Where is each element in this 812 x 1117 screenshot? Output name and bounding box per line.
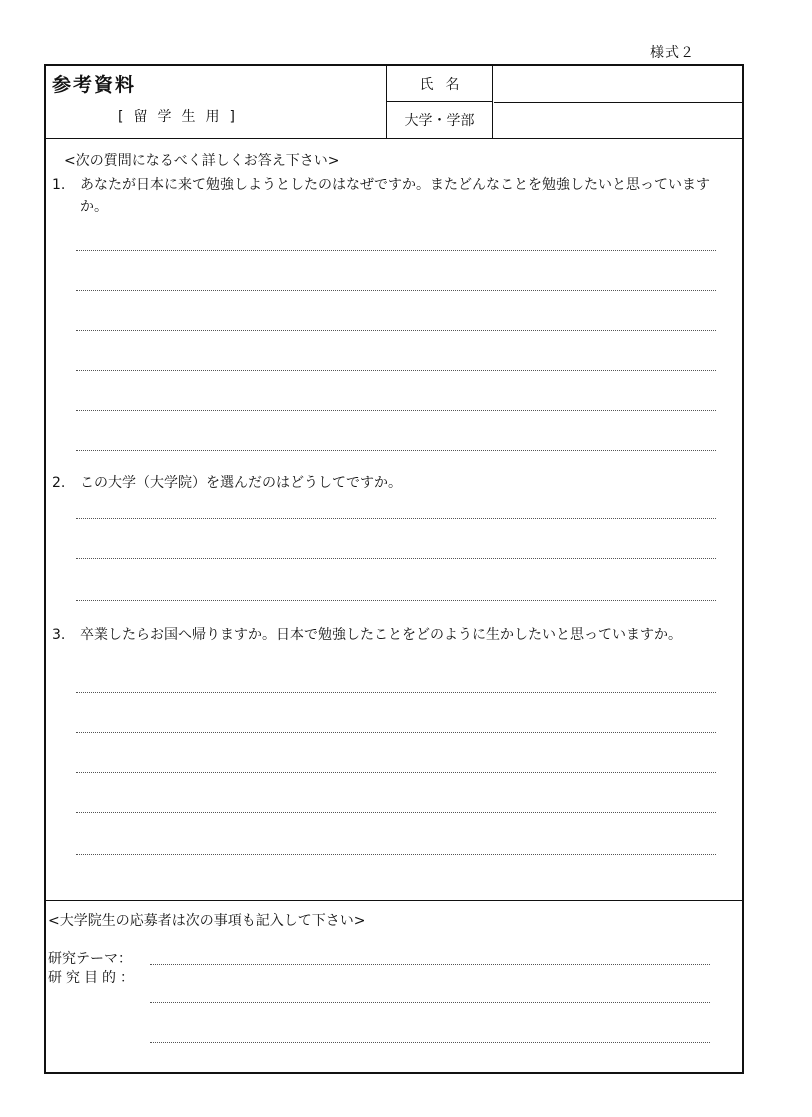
answer-line-2-3[interactable] (76, 600, 716, 601)
form-title: 参考資料 (52, 74, 137, 96)
graduate-instruction: <大学院生の応募者は次の事項も記入して下さい> (48, 913, 366, 929)
form-frame (44, 64, 744, 1074)
research-purpose-line-2[interactable] (150, 1042, 710, 1043)
question-2 (52, 472, 712, 496)
section-divider (46, 900, 742, 901)
question-text: 卒業したらお国へ帰りますか。日本で勉強したことをどのように生かしたいと思っていますか。 (80, 627, 682, 643)
question-number: 3. (52, 627, 66, 643)
research-purpose-label: 研究目的： (48, 970, 138, 986)
research-purpose-line-1[interactable] (150, 1002, 710, 1003)
answer-line-2-2[interactable] (76, 558, 716, 559)
answer-line-2-1[interactable] (76, 518, 716, 519)
question-3 (52, 624, 712, 672)
question-number: 1. (52, 177, 66, 193)
research-theme-label: 研究テーマ： (48, 951, 132, 967)
answer-line-3-2[interactable] (76, 732, 716, 733)
question-1 (52, 174, 712, 222)
form-header (46, 66, 742, 139)
question-text: この大学（大学院）を選んだのはどうしてですか。 (80, 475, 402, 491)
form-subtitle: [留学生用] (118, 109, 245, 125)
answer-line-3-1[interactable] (76, 692, 716, 693)
answer-line-3-4[interactable] (76, 812, 716, 813)
answer-line-1-3[interactable] (76, 330, 716, 331)
answer-line-1-5[interactable] (76, 410, 716, 411)
name-field[interactable] (494, 66, 742, 103)
name-label: 氏名 (387, 66, 493, 102)
question-number: 2. (52, 475, 66, 491)
answer-line-1-2[interactable] (76, 290, 716, 291)
answer-line-3-3[interactable] (76, 772, 716, 773)
question-text: あなたが日本に来て勉強しようとしたのはなぜですか。またどんなことを勉強したいと思っていますか。 (80, 177, 710, 215)
university-label: 大学・学部 (387, 102, 493, 138)
form-id: 様式２ (650, 45, 695, 61)
answer-line-3-5[interactable] (76, 854, 716, 855)
title-cell (46, 66, 387, 138)
answer-line-1-4[interactable] (76, 370, 716, 371)
answer-line-1-6[interactable] (76, 450, 716, 451)
research-theme-field[interactable] (150, 964, 710, 965)
answer-line-1-1[interactable] (76, 250, 716, 251)
instruction-text: <次の質問になるべく詳しくお答え下さい> (64, 153, 340, 169)
university-field[interactable] (494, 102, 742, 138)
